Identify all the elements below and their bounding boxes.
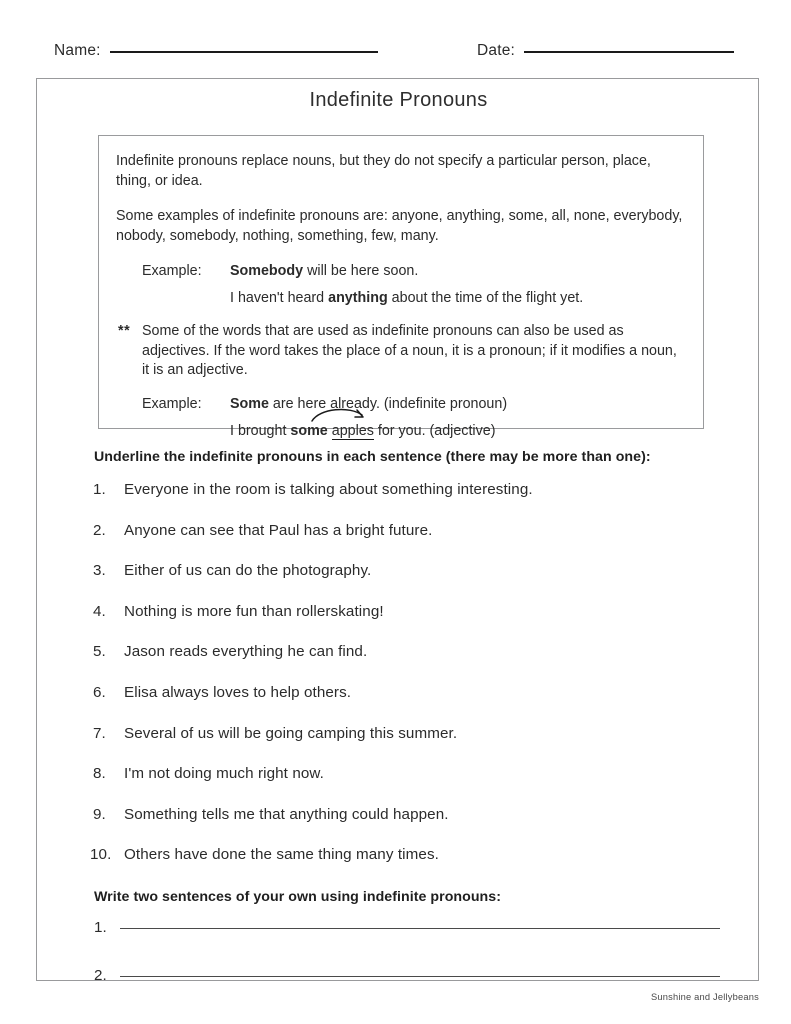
list-item <box>90 522 730 563</box>
item-number: 6. <box>93 683 106 701</box>
item-text[interactable]: Others have done the same thing many times. <box>124 846 439 864</box>
definition-paragraph-2: Some examples of indefinite pronouns are: anyone, anything, some, all, none, everybody, nobody, somebody, nothing, something, few, many. <box>116 208 683 245</box>
item-number: 1. <box>93 481 106 498</box>
item-text[interactable]: I'm not doing much right now. <box>124 765 324 783</box>
example-4-bold-word: some <box>290 423 328 440</box>
example-row-3 <box>116 394 686 414</box>
name-input-line[interactable] <box>110 51 378 53</box>
name-label: Name: <box>54 42 101 59</box>
answer-input-line-2[interactable] <box>120 976 720 977</box>
list-item <box>90 643 730 684</box>
asterisk-marker: ** <box>118 322 131 339</box>
item-text[interactable]: Nothing is more fun than rollerskating! <box>124 602 384 620</box>
list-item <box>90 765 730 806</box>
answer-input-line-1[interactable] <box>120 928 720 929</box>
list-item <box>90 684 730 725</box>
example-4-rest: for you. (adjective) <box>373 423 496 440</box>
list-item <box>90 806 730 847</box>
list-item <box>90 846 730 887</box>
item-text[interactable]: Jason reads everything he can find. <box>124 643 368 661</box>
answer-number: 2. <box>94 967 107 984</box>
instruction-underline-pronouns: Underline the indefinite pronouns in each sentence (there may be more than one): <box>94 449 651 465</box>
student-info-row <box>0 42 791 68</box>
list-item <box>90 481 730 522</box>
example-sentence-4 <box>230 421 686 441</box>
item-text[interactable]: Several of us will be going camping this summer. <box>124 724 458 742</box>
note-text: Some of the words that are used as indefinite pronouns can also be used as adjectives. If the word takes the place of a noun, it is a pronoun; if it modifies a noun, it is an adjective. <box>142 322 677 379</box>
modifier-arrow-group <box>290 421 327 441</box>
item-text[interactable]: Anyone can see that Paul has a bright future. <box>124 521 433 539</box>
definition-paragraph-1: Indefinite pronouns replace nouns, but they do not specify a particular person, place, thing, or idea. <box>116 153 651 189</box>
example-label-2: Example: <box>142 396 202 413</box>
instruction-write-sentences: Write two sentences of your own using indefinite pronouns: <box>94 889 501 905</box>
example-4-pre: I brought <box>230 423 291 440</box>
item-number: 2. <box>93 521 106 539</box>
item-number: 10. <box>90 846 112 864</box>
example-3-rest: are here already. (indefinite pronoun) <box>268 396 508 413</box>
example-4-underlined-noun: apples <box>331 423 374 440</box>
example-2-pre: I haven't heard <box>230 289 329 306</box>
item-number: 4. <box>93 602 106 620</box>
item-text[interactable]: Everyone in the room is talking about something interesting. <box>124 481 533 498</box>
list-item <box>90 562 730 603</box>
example-2-rest: about the time of the flight yet. <box>387 289 584 306</box>
answer-line-row <box>90 967 770 1015</box>
item-text[interactable]: Elisa always loves to help others. <box>124 683 352 701</box>
example-sentence-1 <box>230 261 686 281</box>
date-input-line[interactable] <box>524 51 734 53</box>
example-3-bold-word: Some <box>230 396 269 413</box>
list-item <box>90 603 730 644</box>
item-number: 7. <box>93 724 106 742</box>
answer-number: 1. <box>94 919 107 936</box>
item-number: 3. <box>93 562 106 580</box>
example-1-rest: will be here soon. <box>303 262 419 279</box>
answer-line-row <box>90 919 770 967</box>
example-label-1: Example: <box>142 262 202 279</box>
note-row <box>116 322 686 381</box>
example-2-bold-word: anything <box>328 289 388 306</box>
date-label: Date: <box>477 42 516 59</box>
name-field-group <box>54 42 378 60</box>
item-number: 9. <box>93 805 106 823</box>
example-sentence-2 <box>230 288 686 308</box>
item-number: 5. <box>93 643 106 661</box>
definition-box <box>98 135 704 440</box>
list-item <box>90 725 730 766</box>
sentence-list <box>90 481 730 887</box>
example-row-4 <box>116 421 686 441</box>
worksheet-frame <box>36 78 759 984</box>
example-1-bold-word: Somebody <box>230 262 304 279</box>
example-row-2 <box>116 288 686 308</box>
item-text[interactable]: Either of us can do the photography. <box>124 562 372 580</box>
example-row-1 <box>116 261 686 281</box>
date-field-group <box>477 42 734 60</box>
item-number: 8. <box>93 765 106 783</box>
footer-credit: Sunshine and Jellybeans <box>651 992 759 1002</box>
page-title: Indefinite Pronouns <box>309 89 488 111</box>
item-text[interactable]: Something tells me that anything could happen. <box>124 805 449 823</box>
example-sentence-3 <box>230 394 686 414</box>
